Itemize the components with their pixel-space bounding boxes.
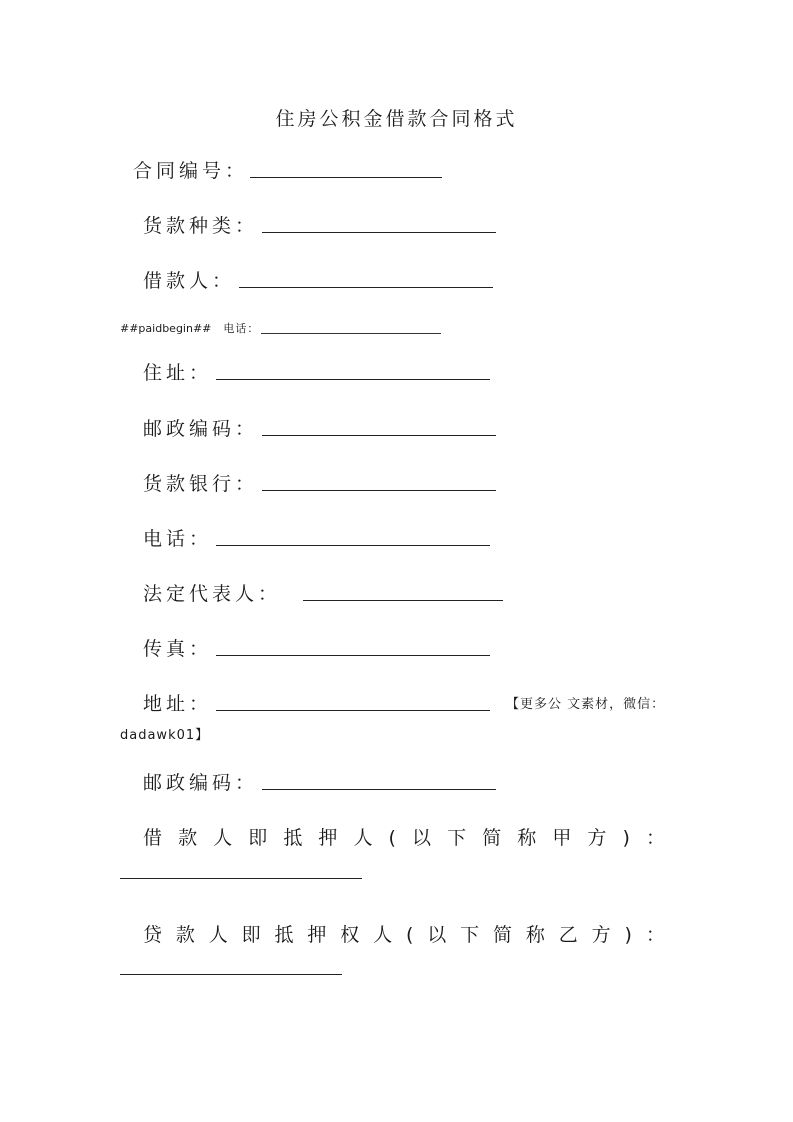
char: 即 bbox=[248, 827, 268, 849]
promo-note-line2-row bbox=[120, 728, 209, 744]
char: ( bbox=[406, 924, 414, 946]
char: 人 bbox=[353, 827, 373, 849]
field-contract-no bbox=[133, 160, 442, 182]
char: 抵 bbox=[283, 827, 303, 849]
char: 人 bbox=[208, 924, 228, 946]
field-label: 住址： bbox=[143, 362, 213, 384]
document-title: 住房公积金借款合同格式 bbox=[275, 108, 518, 130]
char: ) bbox=[624, 924, 632, 946]
char: 乙 bbox=[558, 924, 578, 946]
char: 权 bbox=[340, 924, 360, 946]
char: 抵 bbox=[274, 924, 294, 946]
paid-marker: ##paidbegin## bbox=[120, 322, 212, 335]
char: 方 bbox=[587, 827, 607, 849]
char: 人 bbox=[373, 924, 393, 946]
legal-rep-blank[interactable] bbox=[303, 598, 503, 601]
char: 称 bbox=[517, 827, 537, 849]
char: 人 bbox=[213, 827, 233, 849]
field-phone-small bbox=[120, 322, 441, 336]
address2-blank[interactable] bbox=[216, 708, 490, 711]
party-a-label bbox=[143, 827, 665, 849]
char: 以 bbox=[412, 827, 432, 849]
field-legal-rep bbox=[143, 583, 503, 605]
party-b-blank-row bbox=[120, 972, 342, 979]
char: 称 bbox=[525, 924, 545, 946]
char: 以 bbox=[427, 924, 447, 946]
char: 下 bbox=[447, 827, 467, 849]
field-loan-type bbox=[143, 215, 496, 237]
phone-blank[interactable] bbox=[216, 543, 490, 546]
char: 甲 bbox=[552, 827, 572, 849]
field-label: 地址： bbox=[143, 693, 213, 715]
contract-no-blank[interactable] bbox=[250, 175, 442, 178]
field-borrower bbox=[143, 270, 493, 292]
field-label: 电话： bbox=[223, 322, 260, 335]
field-postcode2 bbox=[143, 772, 496, 794]
char: 方 bbox=[591, 924, 611, 946]
borrower-blank[interactable] bbox=[239, 285, 493, 288]
party-b-label bbox=[143, 924, 665, 946]
field-label: 传真： bbox=[143, 638, 213, 660]
char: 借 bbox=[143, 827, 163, 849]
char: ： bbox=[645, 827, 665, 849]
char: 押 bbox=[318, 827, 338, 849]
loan-type-blank[interactable] bbox=[262, 230, 496, 233]
field-phone bbox=[143, 528, 490, 550]
party-a-blank[interactable] bbox=[120, 876, 362, 879]
fax-blank[interactable] bbox=[216, 653, 490, 656]
party-b-blank[interactable] bbox=[120, 972, 342, 975]
field-address2 bbox=[143, 693, 665, 715]
field-label: 电话： bbox=[143, 528, 213, 550]
field-address bbox=[143, 362, 490, 384]
char: 即 bbox=[241, 924, 261, 946]
char: ) bbox=[622, 827, 630, 849]
promo-note-line1: 【更多公 文素材，微信： bbox=[506, 697, 666, 712]
char: 贷 bbox=[143, 924, 163, 946]
lender-bank-blank[interactable] bbox=[262, 488, 496, 491]
field-label: 法定代表人： bbox=[143, 583, 282, 605]
promo-note-line2: dadawk01】 bbox=[120, 728, 210, 743]
char: 下 bbox=[460, 924, 480, 946]
field-lender-bank bbox=[143, 473, 496, 495]
field-postcode bbox=[143, 418, 496, 440]
char: 简 bbox=[493, 924, 513, 946]
char: 款 bbox=[175, 924, 195, 946]
char: 押 bbox=[307, 924, 327, 946]
field-label: 货款种类： bbox=[143, 215, 259, 237]
char: 简 bbox=[482, 827, 502, 849]
field-fax bbox=[143, 638, 490, 660]
phone-small-blank[interactable] bbox=[261, 331, 441, 334]
char: ： bbox=[645, 924, 665, 946]
field-label: 邮政编码： bbox=[143, 418, 259, 440]
field-label: 邮政编码： bbox=[143, 772, 259, 794]
address-blank[interactable] bbox=[216, 377, 490, 380]
postcode-blank[interactable] bbox=[262, 433, 496, 436]
char: 款 bbox=[178, 827, 198, 849]
field-label: 借款人： bbox=[143, 270, 236, 292]
field-label: 货款银行： bbox=[143, 473, 259, 495]
char: ( bbox=[388, 827, 396, 849]
postcode2-blank[interactable] bbox=[262, 787, 496, 790]
field-label: 合同编号： bbox=[133, 160, 249, 182]
party-a-blank-row bbox=[120, 876, 362, 883]
